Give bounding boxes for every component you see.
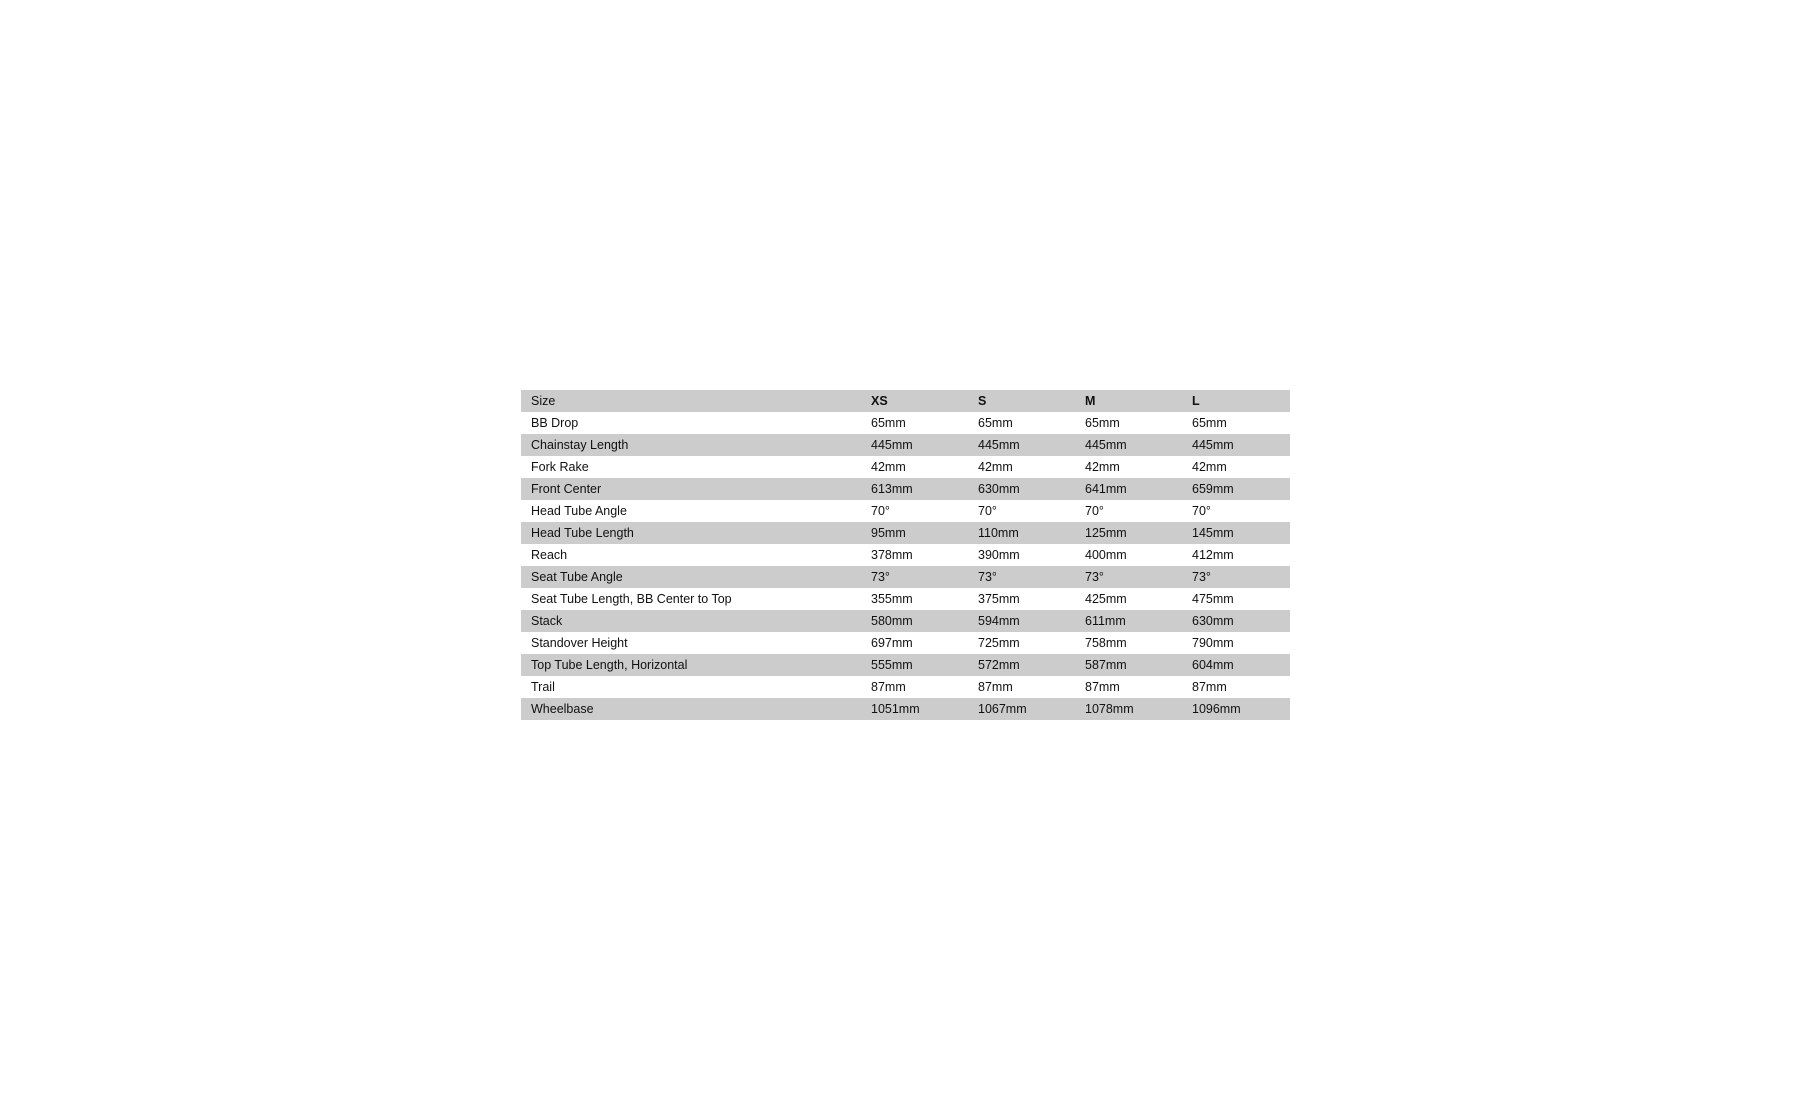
- size-s-header: S: [978, 394, 987, 408]
- row-value: 641mm: [1085, 482, 1127, 496]
- row-value: 475mm: [1192, 592, 1234, 606]
- row-value: 70°: [1192, 504, 1211, 518]
- geometry-table: [521, 390, 1290, 720]
- row-label: Chainstay Length: [531, 438, 629, 452]
- row-value: 580mm: [871, 614, 913, 628]
- table-row: [521, 676, 1290, 698]
- row-value: 42mm: [978, 460, 1013, 474]
- row-value: 1096mm: [1192, 702, 1241, 716]
- table-row: [521, 500, 1290, 522]
- row-value: 375mm: [978, 592, 1020, 606]
- row-value: 425mm: [1085, 592, 1127, 606]
- row-value: 790mm: [1192, 636, 1234, 650]
- row-value: 587mm: [1085, 658, 1127, 672]
- row-label: Head Tube Angle: [531, 504, 627, 518]
- row-value: 95mm: [871, 526, 906, 540]
- table-row: [521, 544, 1290, 566]
- row-value: 42mm: [871, 460, 906, 474]
- table-row: [521, 632, 1290, 654]
- size-label: Size: [531, 394, 556, 408]
- table-row: [521, 698, 1290, 720]
- row-label: Wheelbase: [531, 702, 594, 716]
- row-value: 400mm: [1085, 548, 1127, 562]
- row-value: 70°: [1085, 504, 1104, 518]
- row-value: 659mm: [1192, 482, 1234, 496]
- row-value: 1067mm: [978, 702, 1027, 716]
- row-value: 697mm: [871, 636, 913, 650]
- row-value: 758mm: [1085, 636, 1127, 650]
- row-label: Trail: [531, 680, 555, 694]
- row-value: 1078mm: [1085, 702, 1134, 716]
- row-value: 630mm: [1192, 614, 1234, 628]
- row-label: Stack: [531, 614, 563, 628]
- table-row: [521, 654, 1290, 676]
- row-value: 390mm: [978, 548, 1020, 562]
- row-value: 594mm: [978, 614, 1020, 628]
- row-label: Fork Rake: [531, 460, 589, 474]
- row-label: Seat Tube Length, BB Center to Top: [531, 592, 732, 606]
- row-label: Head Tube Length: [531, 526, 634, 540]
- row-value: 445mm: [871, 438, 913, 452]
- row-value: 611mm: [1085, 614, 1126, 628]
- table-row: [521, 588, 1290, 610]
- row-value: 73°: [1192, 570, 1211, 584]
- row-value: 70°: [978, 504, 997, 518]
- row-value: 65mm: [1085, 416, 1120, 430]
- row-value: 65mm: [978, 416, 1013, 430]
- row-value: 445mm: [1085, 438, 1127, 452]
- row-value: 604mm: [1192, 658, 1234, 672]
- row-value: 125mm: [1085, 526, 1127, 540]
- row-label: Seat Tube Angle: [531, 570, 623, 584]
- row-value: 355mm: [871, 592, 913, 606]
- row-value: 572mm: [978, 658, 1020, 672]
- row-label: Front Center: [531, 482, 602, 496]
- table-row: [521, 566, 1290, 588]
- row-value: 73°: [871, 570, 890, 584]
- row-value: 65mm: [871, 416, 906, 430]
- table-row: [521, 412, 1290, 434]
- row-value: 725mm: [978, 636, 1020, 650]
- row-label: Top Tube Length, Horizontal: [531, 658, 688, 672]
- row-value: 42mm: [1085, 460, 1120, 474]
- table-body: [521, 412, 1290, 720]
- size-m-header: M: [1085, 394, 1096, 408]
- row-value: 445mm: [1192, 438, 1234, 452]
- row-value: 110mm: [978, 526, 1019, 540]
- row-value: 70°: [871, 504, 890, 518]
- row-value: 87mm: [1192, 680, 1227, 694]
- row-label: Reach: [531, 548, 568, 562]
- row-value: 73°: [978, 570, 997, 584]
- row-value: 42mm: [1192, 460, 1227, 474]
- row-value: 1051mm: [871, 702, 920, 716]
- row-value: 630mm: [978, 482, 1020, 496]
- row-label: Standover Height: [531, 636, 628, 650]
- table-header: [521, 390, 1290, 412]
- row-value: 555mm: [871, 658, 913, 672]
- row-value: 73°: [1085, 570, 1104, 584]
- row-value: 613mm: [871, 482, 913, 496]
- table-row: [521, 434, 1290, 456]
- size-l-header: L: [1192, 394, 1200, 408]
- row-value: 445mm: [978, 438, 1020, 452]
- table-row: [521, 456, 1290, 478]
- row-value: 145mm: [1192, 526, 1234, 540]
- row-value: 412mm: [1192, 548, 1234, 562]
- row-value: 378mm: [871, 548, 913, 562]
- row-value: 87mm: [1085, 680, 1120, 694]
- size-xs-header: XS: [871, 394, 888, 408]
- table-row: [521, 522, 1290, 544]
- row-value: 87mm: [978, 680, 1013, 694]
- row-value: 87mm: [871, 680, 906, 694]
- table-row: [521, 478, 1290, 500]
- table-row: [521, 610, 1290, 632]
- row-value: 65mm: [1192, 416, 1227, 430]
- header-row: [521, 390, 1290, 412]
- row-label: BB Drop: [531, 416, 579, 430]
